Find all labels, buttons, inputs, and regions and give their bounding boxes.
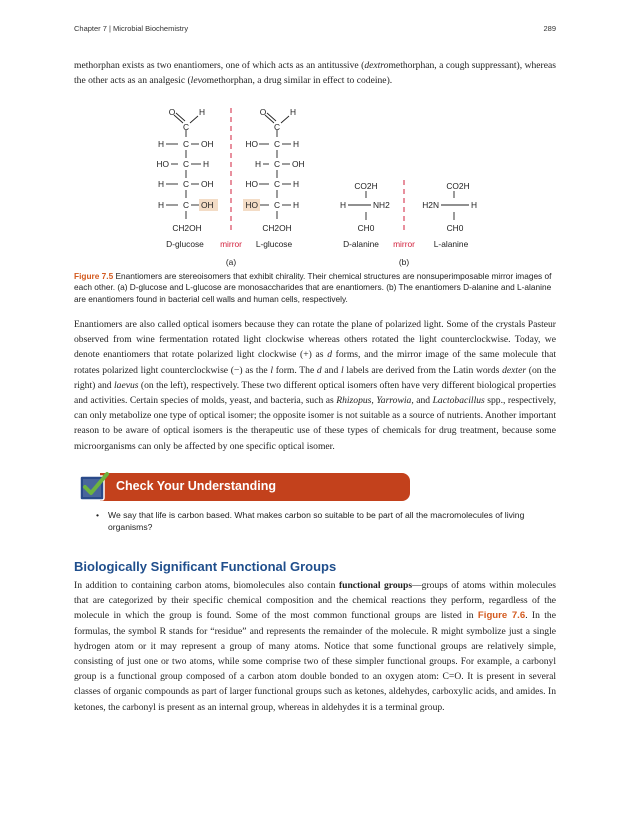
emphasis-dextro: dextro (364, 60, 389, 71)
text-run: . In the formulas, the symbol R stands for “residue” and represents the remainder of the molecule. R might symbolize just a single hydrogen atom or it may represent a group of many atoms. Notice that some functional groups are relatively simple, consisting of just one or two atoms, while some comprise two of these simpler functional groups. For example, a carbonyl group is a functional group composed of a carbon atom double bonded to an oxygen atom: C=O. It is present in several classes of organic compounds as part of larger functional groups such as ketones, aldehydes, carboxylic acids, and amides. In ketones, the carbonyl is present as an internal group, whereas in aldehydes it is a terminal group. (74, 610, 556, 713)
atom-label: O (259, 107, 267, 117)
check-understanding-banner (74, 470, 410, 502)
atom-label: H (471, 200, 478, 210)
label-d-glucose: D-glucose (166, 239, 204, 249)
figure-label: Figure 7.5 (74, 271, 114, 281)
text-run: and (321, 364, 341, 376)
checkmark-icon (78, 470, 110, 502)
text-run: (on the right) and (74, 364, 556, 391)
label-mirror-a: mirror (220, 239, 242, 249)
question-text: We say that life is carbon based. What makes carbon so suitable to be part of all the macromolecules of living organisms? (108, 510, 525, 532)
atom-label: NH2 (373, 200, 390, 210)
atom-label: H (198, 107, 206, 117)
atom-label: H (293, 200, 300, 210)
atom-label: C (182, 122, 190, 132)
text-run: —groups of atoms within molecules that are categorized by their specific chemical composition and the chemical reactions they perform, regardless of the molecule in which the group is found. Some of the most common functional groups are listed in (74, 580, 557, 622)
atom-label: C (182, 159, 190, 169)
atom-label: H (157, 200, 164, 210)
atom-label: C (182, 200, 190, 210)
label-l-alanine: L-alanine (433, 239, 469, 249)
key-term: functional groups (338, 580, 413, 591)
atom-label: HO (245, 200, 258, 210)
emphasis: l (340, 364, 344, 376)
atom-label: HO (156, 159, 169, 169)
atom-label: H (293, 179, 300, 189)
banner-title: Check Your Understanding (116, 479, 276, 493)
label-d-alanine: D-alanine (343, 239, 379, 249)
emphasis: dexter (502, 364, 527, 376)
text-run: In addition to containing carbon atoms, biomolecules also contain (74, 580, 339, 591)
atom-label: OH (292, 159, 305, 169)
emphasis: Lactobacillus (432, 395, 485, 407)
text-run: , and (411, 395, 433, 407)
atom-label: HO (245, 179, 258, 189)
emphasis: laevus (113, 379, 139, 391)
text-run: methorphan, a cough suppressant), whereas the other acts as an analgesic ( (74, 60, 557, 87)
atom-label: CH0 (446, 223, 464, 233)
paragraph-functional-groups (74, 578, 556, 715)
paragraph-intro (74, 58, 556, 88)
text-run: forms, and the mirror image of the same molecule that rotates polarized light counterclockwise (−) as the (74, 349, 556, 376)
atom-label: H (289, 107, 297, 117)
bullet-icon: • (96, 510, 100, 520)
chapter-title: Chapter 7 | Microbial Biochemistry (74, 24, 189, 33)
atom-label: H (157, 179, 164, 189)
atom-label: O (168, 107, 176, 117)
atom-label: C (273, 159, 281, 169)
atom-label: HO (245, 139, 258, 149)
page-number: 289 (543, 24, 556, 33)
emphasis: l (270, 364, 274, 376)
atom-label: C (182, 179, 190, 189)
figure-link[interactable]: Figure 7.6 (477, 610, 526, 622)
emphasis: Rhizopus (336, 395, 372, 407)
atom-label: C (273, 179, 281, 189)
atom-label: CO2H (354, 181, 378, 191)
label-part-a: (a) (225, 257, 237, 267)
emphasis-levo: levo (190, 75, 207, 87)
text-run: Enantiomers are also called optical isomers because they can rotate the plane of polarized light. Some of the crystals Pasteur observed from wine fermentation rotated light clockwise whereas others rotated the light counterclockwise. Today, we denote enantiomers that rotate polarized light clockwise (+) as (74, 319, 556, 361)
text-run: labels are derived from the Latin words (343, 364, 503, 376)
text-run: form. The (273, 364, 317, 376)
enantiomer-diagram (74, 100, 556, 270)
atom-label: C (273, 200, 281, 210)
paragraph-optical-isomers (74, 317, 556, 454)
running-header (74, 24, 556, 33)
atom-label: CH2OH (262, 223, 292, 233)
figure-7-5 (74, 100, 556, 270)
text-run: , (371, 395, 377, 407)
atom-label: H (339, 200, 346, 210)
caption-text: Enantiomers are stereoisomers that exhibit chirality. Their chemical structures are nonsuperimposable mirror images of each other. (a) D-glucose and L-glucose are monosaccharides that are enantiomers. (b) The enantiomers D-alanine and L-alanine are enantiomers found in bacterial cell walls and human cells, respectively. (74, 271, 552, 304)
atom-label: OH (201, 179, 214, 189)
text-run: (on the left), respectively. These two different optical isomers often have very different biological properties and activities. Certain species of molds, yeast, and bacteria, such as (74, 379, 556, 407)
atom-label: C (273, 139, 281, 149)
emphasis: d (327, 349, 332, 361)
emphasis: d (316, 364, 322, 376)
review-question (96, 510, 556, 533)
atom-label: C (182, 139, 190, 149)
label-l-glucose: L-glucose (255, 239, 293, 249)
atom-label: OH (201, 139, 214, 149)
atom-label: OH (201, 200, 214, 210)
atom-label: H (157, 139, 164, 149)
emphasis: Yarrowia (376, 395, 412, 407)
section-heading: Biologically Significant Functional Groups (74, 559, 337, 574)
text-run: spp., respectively, can only metabolize one type of optical isomer; the opposite isomer is not suitable as a source of nutrients. Another important reason to be aware of optical isomers is the therapeutic use of these types of chemicals for drug treatment, because some microorganisms can only be affected by one specific optical isomer. (74, 395, 557, 452)
text-run: methorphan, a drug similar in effect to codeine). (206, 75, 393, 87)
atom-label: C (273, 122, 281, 132)
atom-label: CO2H (446, 181, 470, 191)
atom-label: H2N (422, 200, 439, 210)
atom-label: H (254, 159, 261, 169)
atom-label: CH0 (357, 223, 375, 233)
atom-label: CH2OH (172, 223, 202, 233)
figure-caption (74, 271, 556, 305)
label-part-b: (b) (398, 257, 410, 267)
label-mirror-b: mirror (393, 239, 415, 249)
atom-label: H (203, 159, 210, 169)
atom-label: H (293, 139, 300, 149)
text-run: methorphan exists as two enantiomers, one of which acts as an antitussive ( (74, 60, 365, 71)
